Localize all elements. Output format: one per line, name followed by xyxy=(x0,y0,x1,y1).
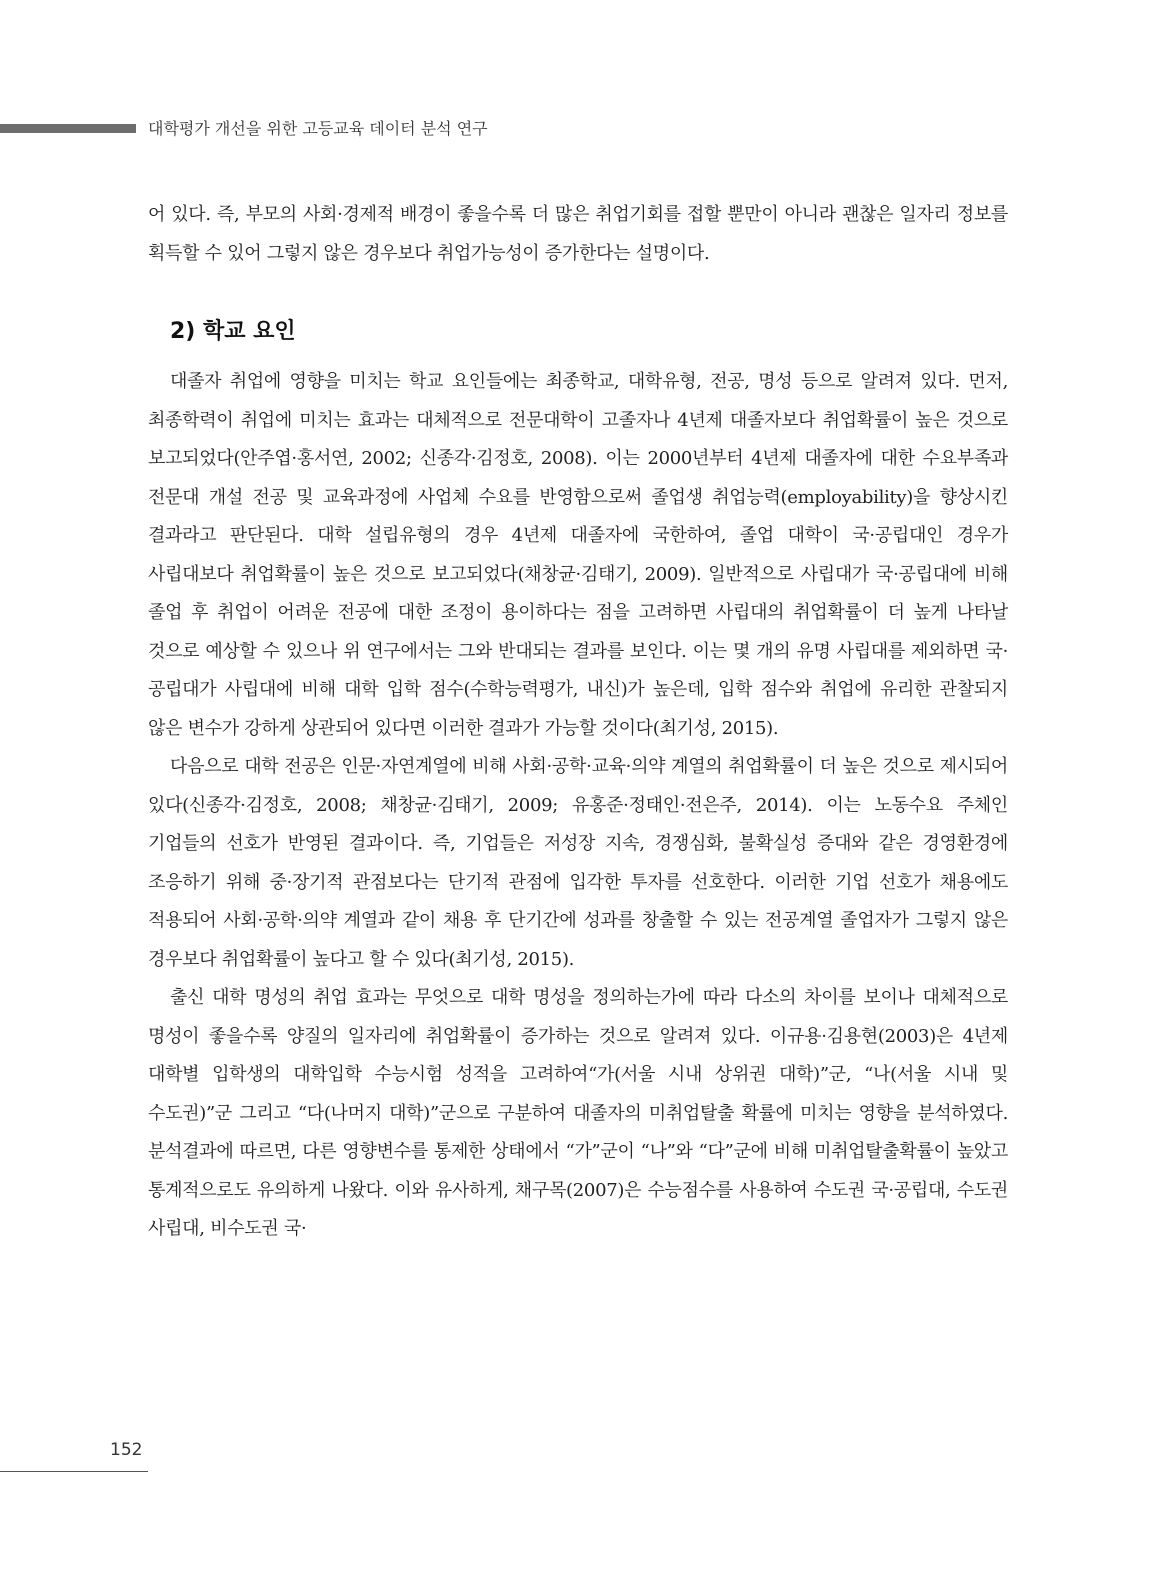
page-number: 152 xyxy=(110,1440,143,1460)
section-heading: 2) 학교 요인 xyxy=(170,319,296,344)
paragraph-major: 다음으로 대학 전공은 인문·자연계열에 비해 사회·공학·교육·의약 계열의 취업확률이 더 높은 것으로 제시되어 있다(신종각·김정호, 2008; 채창균·김태기, 2009; 유홍준·정태인·전은주, 2014). 이는 노동수요 주체인 기업들의 선호가 반영된 결과이다. 즉, 기업들은 저성장 지속, 경쟁심화, 불확실성 증대와 같은 경영환경에 조응하기 위해 중·장기적 관점보다는 단기적 관점에 입각한 투자를 선호한다. 이러한 기업 선호가 채용에도 적용되어 사회·공학·의약 계열과 같이 채용 후 단기간에 성과를 창출할 수 있는 전공계열 졸업자가 그렇지 않은 경우보다 취업확률이 높다고 할 수 있다(최기성, 2015). xyxy=(148,756,1008,970)
paragraph-reputation: 출신 대학 명성의 취업 효과는 무엇으로 대학 명성을 정의하는가에 따라 다소의 차이를 보이나 대체적으로 명성이 좋을수록 양질의 일자리에 취업확률이 증가하는 것으로 알려져 있다. 이규용·김용현(2003)은 4년제 대학별 입학생의 대학입학 수능시험 성적을 고려하여“가(서울 시내 상위권 대학)”군, “나(서울 시내 및 수도권)”군 그리고 “다(나머지 대학)”군으로 구분하여 대졸자의 미취업탈출 확률에 미치는 영향을 분석하였다. 분석결과에 따르면, 다른 영향변수를 통제한 상태에서 “가”군이 “나”와 “다”군에 비해 미취업탈출확률이 높았고 통계적으로도 유의하게 나왔다. 이와 유사하게, 채구목(2007)은 수능점수를 사용하여 수도권 국·공립대, 수도권 사립대, 비수도권 국· xyxy=(148,987,1008,1239)
paragraph-school-factors: 대졸자 취업에 영향을 미치는 학교 요인들에는 최종학교, 대학유형, 전공, 명성 등으로 알려져 있다. 먼저, 최종학력이 취업에 미치는 효과는 대체적으로 전문대학이 고졸자나 4년제 대졸자보다 취업확률이 높은 것으로 보고되었다(안주엽·홍서연, 2002; 신종각·김정호, 2008). 이는 2000년부터 4년제 대졸자에 대한 수요부족과 전문대 개설 전공 및 교육과정에 사업체 수요를 반영함으로써 졸업생 취업능력(employability)을 향상시킨 결과라고 판단된다. 대학 설립유형의 경우 4년제 대졸자에 국한하여, 졸업 대학이 국·공립대인 경우가 사립대보다 취업확률이 높은 것으로 보고되었다(채창균·김태기, 2009). 일반적으로 사립대가 국·공립대에 비해 졸업 후 취업이 어려운 전공에 대한 조정이 용이하다는 점을 고려하면 사립대의 취업확률이 더 높게 나타날 것으로 예상할 수 있으나 위 연구에서는 그와 반대되는 결과를 보인다. 이는 몇 개의 유명 사립대를 제외하면 국·공립대가 사립대에 비해 대학 입학 점수(수학능력평가, 내신)가 높은데, 입학 점수와 취업에 유리한 관찰되지 않은 변수가 강하게 상관되어 있다면 이러한 결과가 가능할 것이다(최기성, 2015). xyxy=(148,371,1008,739)
page-content xyxy=(148,196,1008,1249)
header-bar xyxy=(0,124,136,133)
footer-rule xyxy=(0,1471,148,1472)
intro-paragraph: 어 있다. 즉, 부모의 사회·경제적 배경이 좋을수록 더 많은 취업기회를 접할 뿐만이 아니라 괜찮은 일자리 정보를 획득할 수 있어 그렇지 않은 경우보다 취업가능성이 증가한다는 설명이다. xyxy=(148,204,1008,264)
running-title: 대학평가 개선을 위한 고등교육 데이터 분석 연구 xyxy=(148,119,488,138)
